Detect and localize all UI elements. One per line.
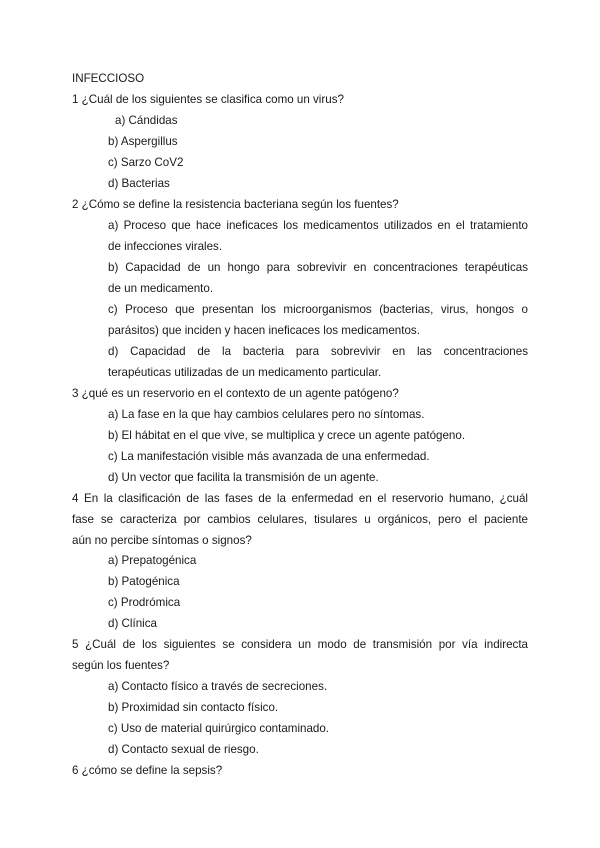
question-2-option-b-line-1: b) Capacidad de un hongo para sobrevivir en concentraciones terapéuticas <box>108 261 528 274</box>
question-3-text: 3 ¿qué es un reservorio en el contexto de un agente patógeno? <box>72 387 399 400</box>
question-4-text-line-3: aún no percibe síntomas o signos? <box>72 534 252 547</box>
question-3-option-a: a) La fase en la que hay cambios celulares pero no síntomas. <box>108 408 425 421</box>
question-5-option-c: c) Uso de material quirúrgico contaminado. <box>108 722 330 735</box>
question-3-option-d: d) Un vector que facilita la transmisión de un agente. <box>108 471 379 484</box>
question-4-option-d: d) Clínica <box>108 617 157 630</box>
question-1-option-c: c) Sarzo CoV2 <box>108 156 184 169</box>
question-5-option-d: d) Contacto sexual de riesgo. <box>108 743 259 756</box>
question-1-option-d: d) Bacterias <box>108 177 170 190</box>
question-4-text-line-1: 4 En la clasificación de las fases de la enfermedad en el reservorio humano, ¿cuál <box>72 492 528 505</box>
question-2-option-c-line-2: parásitos) que inciden y hacen ineficaces los medicamentos. <box>108 324 420 337</box>
question-5-text-line-2: según los fuentes? <box>72 659 170 672</box>
question-2-text: 2 ¿Cómo se define la resistencia bacteriana según los fuentes? <box>72 198 399 211</box>
question-3-option-b: b) El hábitat en el que vive, se multiplica y crece un agente patógeno. <box>108 429 466 442</box>
question-5-option-a: a) Contacto físico a través de secreciones. <box>108 680 328 693</box>
question-2-option-b-line-2: de un medicamento. <box>108 282 214 295</box>
question-2-option-c-line-1: c) Proceso que presentan los microorganismos (bacterias, virus, hongos o <box>108 303 528 316</box>
question-4-option-c: c) Prodrómica <box>108 596 181 609</box>
question-5-text-line-1: 5 ¿Cuál de los siguientes se considera un modo de transmisión por vía indirecta <box>72 638 528 651</box>
question-5-option-b: b) Proximidad sin contacto físico. <box>108 701 279 714</box>
question-2-option-a-line-1: a) Proceso que hace ineficaces los medicamentos utilizados en el tratamiento <box>108 219 528 232</box>
question-4-option-a: a) Prepatogénica <box>108 554 197 567</box>
question-4-text-line-2: fase se caracteriza por cambios celulares, tisulares u orgánicos, pero el paciente <box>72 513 528 526</box>
question-2-option-d-line-1: d) Capacidad de la bacteria para sobrevivir en las concentraciones <box>108 345 528 358</box>
question-1-option-a: a) Cándidas <box>115 114 178 127</box>
question-2-option-a-line-2: de infecciones virales. <box>108 240 223 253</box>
question-6-text: 6 ¿cómo se define la sepsis? <box>72 764 223 777</box>
document-title: INFECCIOSO <box>72 72 145 85</box>
question-4-option-b: b) Patogénica <box>108 575 180 588</box>
question-3-option-c: c) La manifestación visible más avanzada de una enfermedad. <box>108 450 430 463</box>
question-1-option-b: b) Aspergillus <box>108 135 178 148</box>
question-1-text: 1 ¿Cuál de los siguientes se clasifica como un virus? <box>72 93 344 106</box>
question-2-option-d-line-2: terapéuticas utilizadas de un medicamento particular. <box>108 366 382 379</box>
